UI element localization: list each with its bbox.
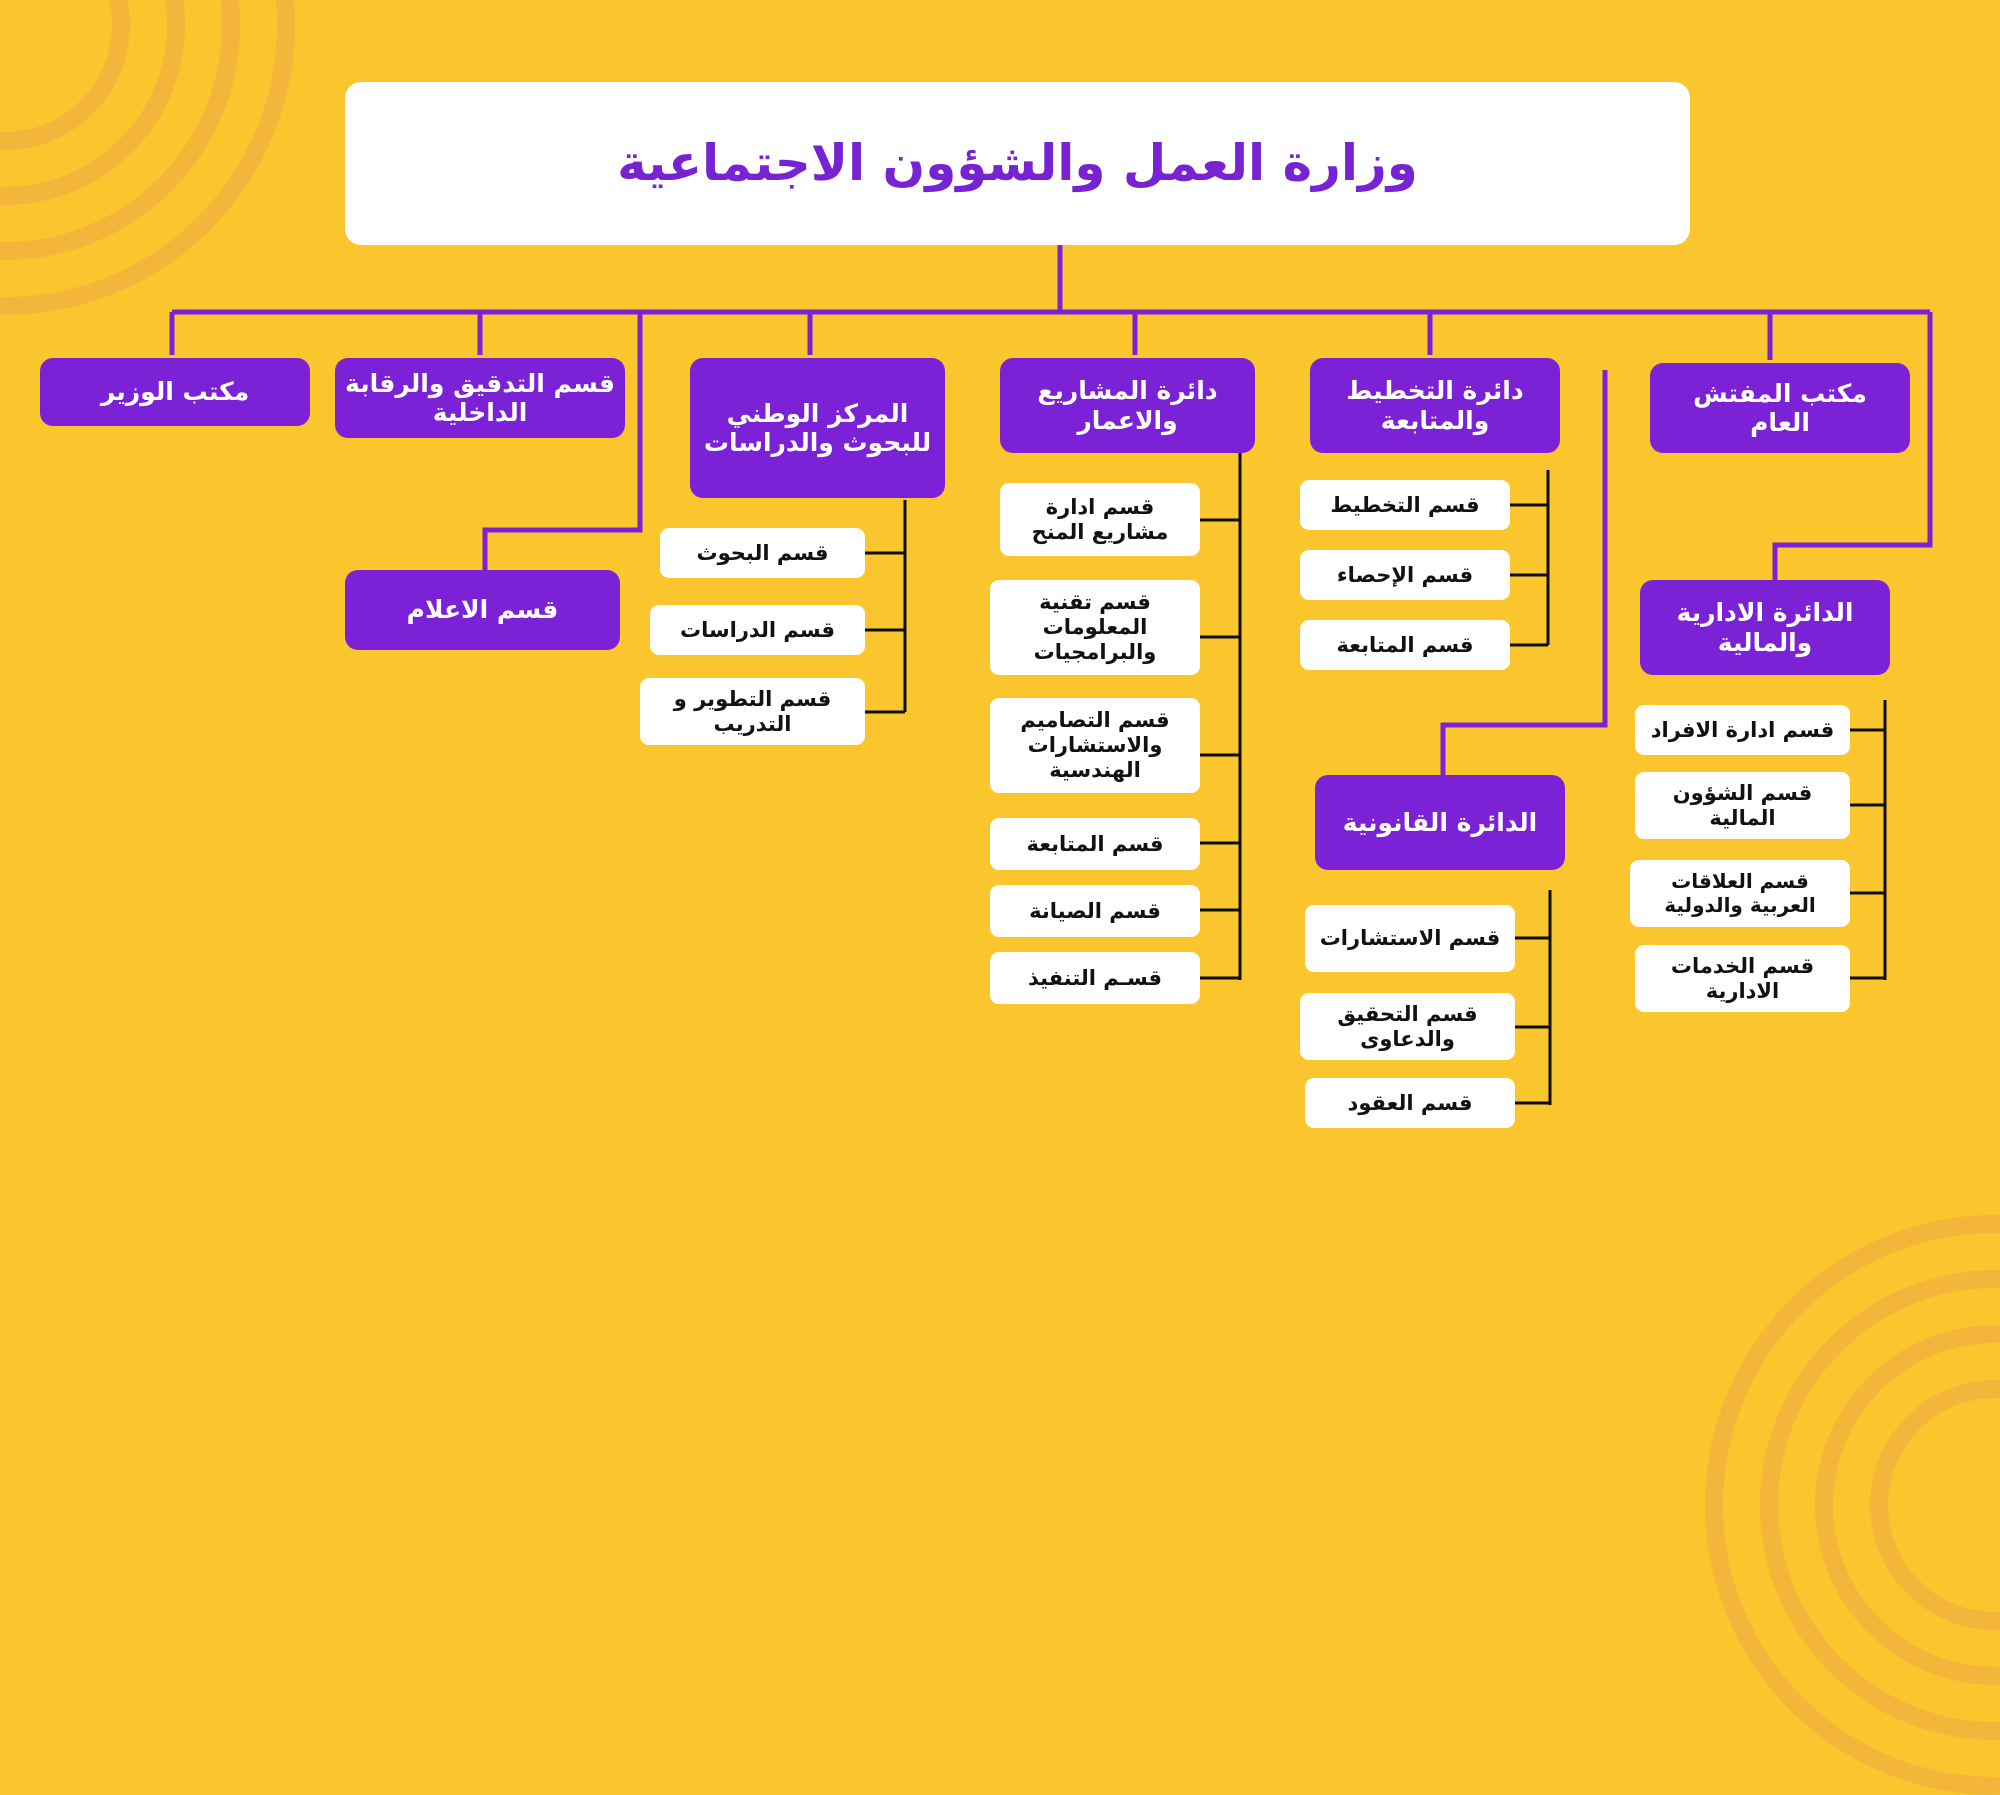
section-planning-2[interactable]: قسم المتابعة — [1300, 620, 1510, 670]
section-admin-0[interactable]: قسم ادارة الافراد — [1635, 705, 1850, 755]
dept-minister-office[interactable]: مكتب الوزير — [40, 358, 310, 426]
section-research-0[interactable]: قسم البحوث — [660, 528, 865, 578]
dept-planning[interactable]: دائرة التخطيط والمتابعة — [1310, 358, 1560, 453]
section-research-1[interactable]: قسم الدراسات — [650, 605, 865, 655]
chart-title: وزارة العمل والشؤون الاجتماعية — [345, 82, 1690, 245]
section-legal-0[interactable]: قسم الاستشارات — [1305, 905, 1515, 972]
dept-internal-audit[interactable]: قسم التدقيق والرقابة الداخلية — [335, 358, 625, 438]
section-projects-2[interactable]: قسم التصاميم والاستشارات الهندسية — [990, 698, 1200, 793]
dept-research-center[interactable]: المركز الوطني للبحوث والدراسات — [690, 358, 945, 498]
section-projects-4[interactable]: قسم الصيانة — [990, 885, 1200, 937]
section-research-2[interactable]: قسم التطوير و التدريب — [640, 678, 865, 745]
section-projects-3[interactable]: قسم المتابعة — [990, 818, 1200, 870]
section-planning-1[interactable]: قسم الإحصاء — [1300, 550, 1510, 600]
dept-projects[interactable]: دائرة المشاريع والاعمار — [1000, 358, 1255, 453]
section-projects-1[interactable]: قسم تقنية المعلومات والبرامجيات — [990, 580, 1200, 675]
section-admin-1[interactable]: قسم الشؤون المالية — [1635, 772, 1850, 839]
section-projects-0[interactable]: قسم ادارة مشاريع المنح — [1000, 483, 1200, 556]
section-projects-5[interactable]: قسـم التنفيذ — [990, 952, 1200, 1004]
section-legal-1[interactable]: قسم التحقيق والدعاوى — [1300, 993, 1515, 1060]
section-planning-0[interactable]: قسم التخطيط — [1300, 480, 1510, 530]
dept-admin-finance[interactable]: الدائرة الادارية والمالية — [1640, 580, 1890, 675]
dept-media[interactable]: قسم الاعلام — [345, 570, 620, 650]
dept-inspector-general[interactable]: مكتب المفتش العام — [1650, 363, 1910, 453]
dept-legal[interactable]: الدائرة القانونية — [1315, 775, 1565, 870]
section-admin-3[interactable]: قسم الخدمات الادارية — [1635, 945, 1850, 1012]
section-admin-2[interactable]: قسم العلاقات العربية والدولية — [1630, 860, 1850, 927]
section-legal-2[interactable]: قسم العقود — [1305, 1078, 1515, 1128]
